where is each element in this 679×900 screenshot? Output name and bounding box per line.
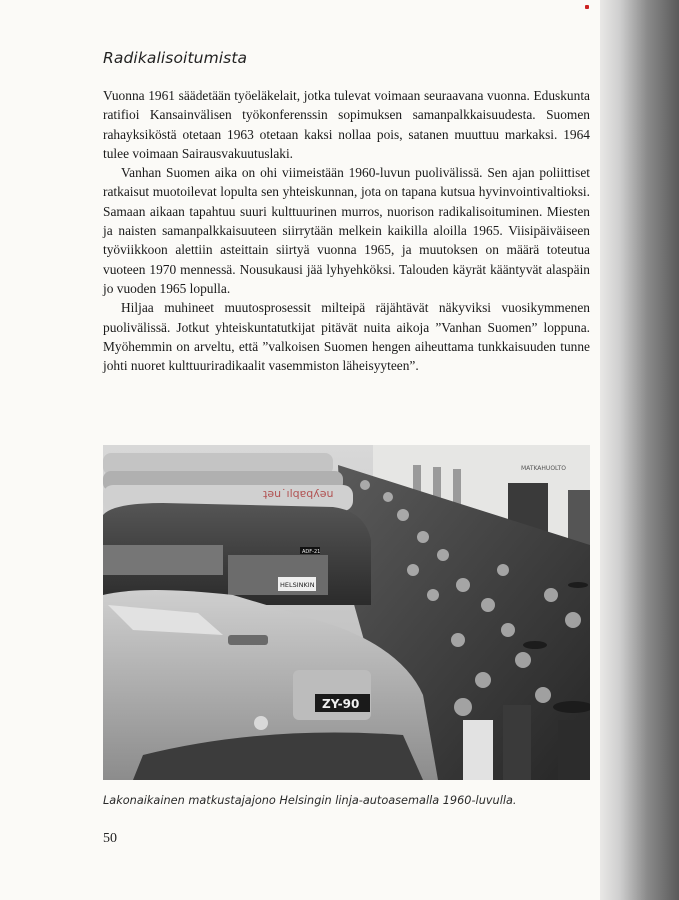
small-plate: ADF-21	[302, 549, 321, 555]
photo-caption: Lakonaikainen matkustajajono Helsingin linja-autoasemalla 1960-luvulla.	[103, 794, 517, 807]
page-number: 50	[103, 831, 117, 846]
section-heading: Radikalisoitumista	[103, 49, 248, 67]
station-sign: MATKAHUOLTO	[521, 465, 566, 472]
body-text	[103, 86, 590, 375]
page-edge-shadow	[600, 0, 679, 900]
photo-watermark: ʇǝu˙ılqɐqʎǝu	[263, 487, 334, 500]
front-plate: ZY-90	[322, 697, 360, 711]
paragraph: Vanhan Suomen aika on ohi viimeistään 1960-luvun puolivälissä. Sen ajan poliittiset ratkaisut muotoilevat lopulta sen yhteiskunnan, jota on tapana kutsua hyvinvointivaltioksi. Samaan aikaan tapahtuu suuri kulttuurinen murros, nuorison radikalisoituminen. Miesten ja naisten samanpalkkaisuuteen siirrytään melkein kaikilla aloilla 1965. Viisipäiväiseen työviikkoon alettiin asteittain siirtyä vuonna 1965, ja muutoksen on määrä toteutua vuoteen 1970 mennessä. Nousukausi jää lyhyehköksi. Talouden käyrät kääntyvät alaspäin jo vuoden 1965 lopulla.	[103, 165, 590, 296]
paragraph: Vuonna 1961 säädetään työeläkelait, jotka tulevat voimaan seuraavana vuonna. Eduskunta ratifioi Kansainvälisen työkonferenssin sopimuksen samanpalkkaisuudesta. Suomen rahayksiköstä otetaan 1963 otetaan kaksi nollaa pois, satanen muuttuu markaksi. 1964 tulee voimaan Sairausvakuutuslaki.	[103, 88, 590, 161]
bus-station-photo	[103, 445, 590, 780]
bus-sign: HELSINKIN	[280, 581, 315, 589]
corner-mark	[585, 5, 589, 9]
paragraph: Hiljaa muhineet muutosprosessit milteipä räjähtävät näkyviksi vuosikymmenen puolivälissä. Jotkut yhteiskuntatutkijat pitävät nuita aikoja ”Vanhan Suomen” loppuna. Myöhemmin on arveltu, että ”valkoisen Suomen hengen aiheuttama tunkkaisuuden tunne johti nuoret kulttuuriradikaalit vasemmiston läheisyyteen”.	[103, 300, 590, 374]
